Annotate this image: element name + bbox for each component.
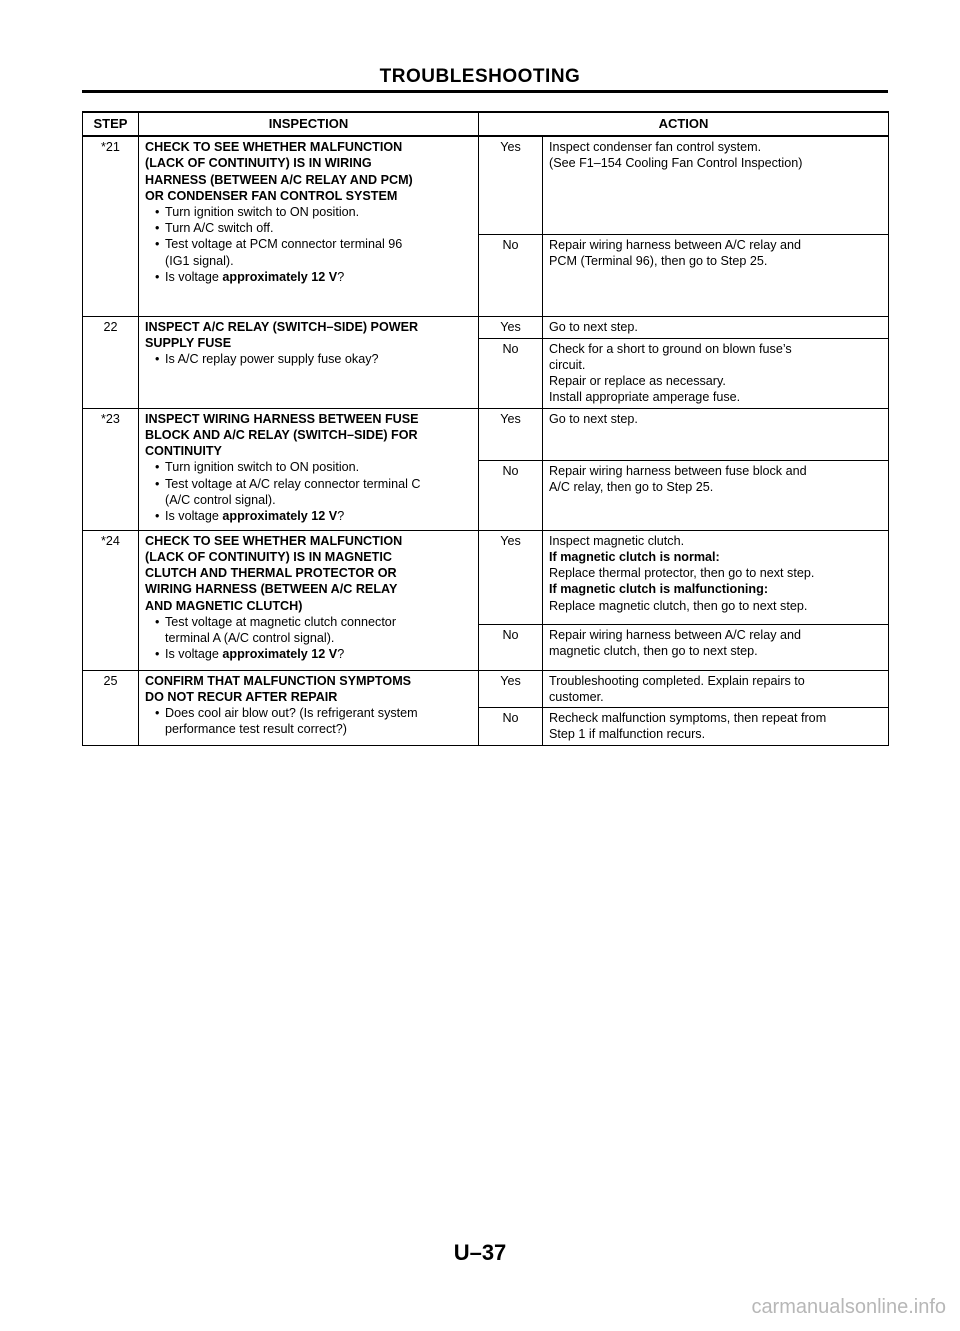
inspection-bullet — [145, 646, 472, 662]
inspection-title-line: DO NOT RECUR AFTER REPAIR — [145, 689, 338, 704]
inspection-title-line: CONFIRM THAT MALFUNCTION SYMPTOMS — [145, 673, 412, 688]
inspection-title-line: OR CONDENSER FAN CONTROL SYSTEM — [145, 188, 398, 203]
page-number: U–37 — [453, 1240, 507, 1265]
table-row — [83, 670, 889, 707]
action-cell — [543, 338, 889, 408]
step-number: *23 — [83, 408, 139, 530]
bullet-dot: • — [155, 647, 160, 662]
action-line: Replace thermal protector, then go to next step. — [549, 566, 815, 581]
inspection-bullet — [145, 236, 472, 252]
bullet-text: performance test result correct?) — [165, 722, 347, 737]
result-yes: Yes — [479, 530, 543, 624]
action-line: Step 1 if malfunction recurs. — [549, 727, 706, 742]
inspection-bullet — [145, 476, 472, 492]
bullet-text: Test voltage at magnetic clutch connector — [165, 614, 397, 629]
inspection-title-line: BLOCK AND A/C RELAY (SWITCH–SIDE) FOR — [145, 427, 418, 442]
action-line: circuit. — [549, 357, 586, 372]
inspection-title-line: CHECK TO SEE WHETHER MALFUNCTION — [145, 533, 403, 548]
bullet-emphasis: approximately 12 V — [222, 647, 338, 662]
bullet-dot: • — [155, 205, 160, 220]
page-title: TROUBLESHOOTING — [379, 66, 581, 87]
table-row — [83, 408, 889, 460]
inspection-bullet — [145, 705, 472, 721]
table-header-row — [83, 112, 889, 136]
bullet-text: Turn ignition switch to ON position. — [165, 205, 360, 220]
inspection-title-line: HARNESS (BETWEEN A/C RELAY AND PCM) — [145, 172, 413, 187]
inspection-title-line: CONTINUITY — [145, 444, 222, 459]
inspection-bullet — [145, 508, 472, 524]
action-line: Troubleshooting completed. Explain repairs to — [549, 673, 805, 688]
result-no: No — [479, 460, 543, 530]
action-line: Recheck malfunction symptoms, then repeat from — [549, 711, 827, 726]
table-row — [83, 530, 889, 624]
inspection-cell — [139, 530, 479, 670]
step-number: 22 — [83, 316, 139, 408]
inspection-title-line: (LACK OF CONTINUITY) IS IN MAGNETIC — [145, 549, 392, 564]
bullet-dot: • — [155, 269, 160, 284]
bullet-text: Is voltage — [165, 269, 223, 284]
result-yes: Yes — [479, 408, 543, 460]
inspection-title-line: CLUTCH AND THERMAL PROTECTOR OR — [145, 566, 397, 581]
bullet-dot: • — [155, 476, 160, 491]
action-line: Repair wiring harness between fuse block and — [549, 463, 807, 478]
inspection-bullet — [145, 220, 472, 236]
table-body — [83, 136, 889, 745]
action-line: Install appropriate amperage fuse. — [549, 390, 741, 405]
action-cell — [543, 316, 889, 338]
header-action: ACTION — [479, 112, 889, 136]
inspection-bullet — [145, 630, 472, 646]
action-cell — [543, 708, 889, 745]
bullet-suffix: ? — [337, 508, 345, 523]
action-line: Inspect condenser fan control system. — [549, 140, 762, 155]
inspection-bullet — [145, 721, 472, 737]
header-step: STEP — [83, 112, 139, 136]
inspection-cell — [139, 316, 479, 408]
bullet-dot: • — [155, 460, 160, 475]
inspection-title-line: WIRING HARNESS (BETWEEN A/C RELAY — [145, 582, 398, 597]
action-line: (See F1–154 Cooling Fan Control Inspection) — [549, 156, 803, 171]
title-rule — [82, 90, 888, 93]
inspection-title-line: AND MAGNETIC CLUTCH) — [145, 598, 303, 613]
action-line: customer. — [549, 689, 604, 704]
bullet-emphasis: approximately 12 V — [222, 508, 338, 523]
result-no: No — [479, 708, 543, 745]
action-cell — [543, 530, 889, 624]
inspection-bullet — [145, 614, 472, 630]
action-cell — [543, 670, 889, 707]
bullet-text: Test voltage at PCM connector terminal 96 — [165, 237, 403, 252]
action-cell — [543, 234, 889, 316]
result-no: No — [479, 624, 543, 670]
action-line: Check for a short to ground on blown fuse’s — [549, 341, 792, 356]
action-line: Go to next step. — [549, 319, 638, 334]
bullet-text: Test voltage at A/C relay connector terminal C — [165, 476, 421, 491]
bullet-text: Turn A/C switch off. — [165, 221, 274, 236]
table-row — [83, 136, 889, 234]
action-line: If magnetic clutch is normal: — [549, 549, 720, 564]
bullet-text: Is voltage — [165, 508, 223, 523]
bullet-dot: • — [155, 706, 160, 721]
inspection-title-line: CHECK TO SEE WHETHER MALFUNCTION — [145, 140, 403, 155]
action-line: Go to next step. — [549, 411, 638, 426]
troubleshooting-table — [82, 111, 889, 746]
action-line: Repair or replace as necessary. — [549, 374, 726, 389]
result-no: No — [479, 338, 543, 408]
inspection-cell — [139, 408, 479, 530]
inspection-bullet — [145, 351, 472, 367]
inspection-title-line: SUPPLY FUSE — [145, 335, 232, 350]
inspection-bullet — [145, 492, 472, 508]
inspection-bullet — [145, 204, 472, 220]
action-line: If magnetic clutch is malfunctioning: — [549, 582, 769, 597]
bullet-dot: • — [155, 352, 160, 367]
inspection-title-line: INSPECT WIRING HARNESS BETWEEN FUSE — [145, 411, 419, 426]
bullet-text: Is voltage — [165, 647, 223, 662]
step-number: *24 — [83, 530, 139, 670]
result-yes: Yes — [479, 316, 543, 338]
action-line: PCM (Terminal 96), then go to Step 25. — [549, 253, 768, 268]
result-yes: Yes — [479, 670, 543, 707]
bullet-dot: • — [155, 508, 160, 523]
inspection-cell — [139, 136, 479, 316]
action-cell — [543, 460, 889, 530]
bullet-suffix: ? — [337, 269, 345, 284]
bullet-suffix: ? — [337, 647, 345, 662]
bullet-dot: • — [155, 237, 160, 252]
inspection-title-line: (LACK OF CONTINUITY) IS IN WIRING — [145, 156, 372, 171]
inspection-bullet — [145, 269, 472, 285]
step-number: 25 — [83, 670, 139, 745]
bullet-text: Turn ignition switch to ON position. — [165, 460, 360, 475]
result-no: No — [479, 234, 543, 316]
inspection-bullet — [145, 459, 472, 475]
result-yes: Yes — [479, 136, 543, 234]
bullet-dot: • — [155, 614, 160, 629]
inspection-bullet — [145, 253, 472, 269]
action-line: Inspect magnetic clutch. — [549, 533, 685, 548]
watermark: carmanualsonline.info — [751, 1296, 946, 1318]
bullet-text: (A/C control signal). — [165, 492, 276, 507]
inspection-cell — [139, 670, 479, 745]
bullet-emphasis: approximately 12 V — [222, 269, 338, 284]
inspection-title-line: INSPECT A/C RELAY (SWITCH–SIDE) POWER — [145, 319, 419, 334]
action-line: A/C relay, then go to Step 25. — [549, 479, 714, 494]
table-row — [83, 316, 889, 338]
bullet-text: terminal A (A/C control signal). — [165, 630, 335, 645]
action-line: magnetic clutch, then go to next step. — [549, 643, 758, 658]
action-line: Repair wiring harness between A/C relay and — [549, 627, 802, 642]
bullet-text: Is A/C replay power supply fuse okay? — [165, 352, 379, 367]
bullet-text: Does cool air blow out? (Is refrigerant system — [165, 706, 418, 721]
action-cell — [543, 624, 889, 670]
header-inspection: INSPECTION — [139, 112, 479, 136]
action-cell — [543, 136, 889, 234]
action-line: Replace magnetic clutch, then go to next step. — [549, 598, 808, 613]
step-number: *21 — [83, 136, 139, 316]
action-cell — [543, 408, 889, 460]
bullet-text: (IG1 signal). — [165, 253, 234, 268]
action-line: Repair wiring harness between A/C relay and — [549, 237, 802, 252]
bullet-dot: • — [155, 221, 160, 236]
